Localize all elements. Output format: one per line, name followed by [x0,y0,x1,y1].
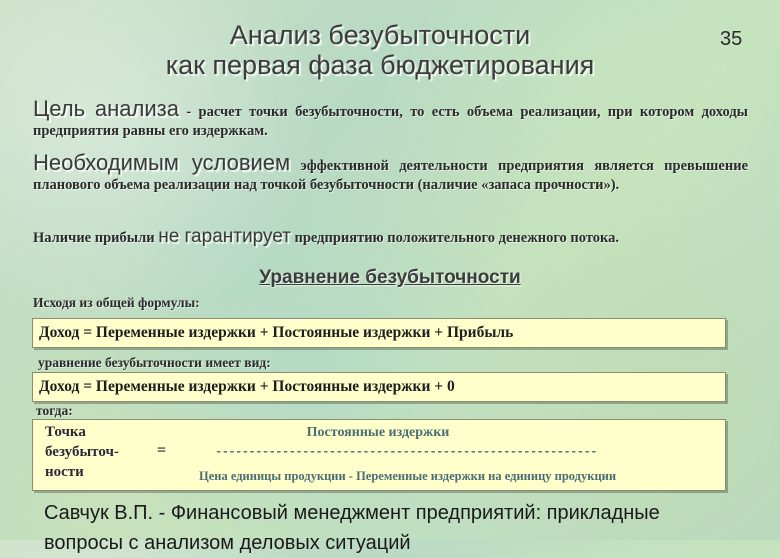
goal-emphasis: Цель анализа [33,96,179,121]
fraction-box [32,419,726,491]
break-even-point-label [45,422,119,482]
goal-text: - расчет точки безубыточности, то есть объема реализации, при котором доходы предприятия равны его издержкам. [33,104,748,139]
fraction-divider: --------------------------------------------------------- [215,445,597,459]
title-line-2: как первая фаза бюджетирования [165,50,595,80]
slide-number: 35 [720,28,743,50]
equals-sign: = [157,442,167,459]
lhs-line-3: ности [45,464,84,480]
equation-heading: Уравнение безубыточности [259,267,521,288]
lhs-line-1: Точка [45,424,86,440]
equation-then: тогда: [36,403,73,418]
formula-1: Доход = Переменные издержки + Постоянные издержки + Прибыль [39,324,514,341]
slide-title [60,20,700,80]
formula-2: Доход = Переменные издержки + Постоянные издержки + 0 [39,378,455,395]
fraction-denominator: Цена единицы продукции - Переменные издержки на единицу продукции [199,469,617,483]
profit-emphasis: не гарантирует [158,226,291,247]
equation-transition: уравнение безубыточности имеет вид: [38,355,271,370]
formula-box-2 [32,372,726,402]
profit-text-before: Наличие прибыли [33,230,159,246]
formula-box-1 [32,318,726,348]
profit-text-after: предприятию положительного денежного потока. [290,230,620,246]
lhs-line-2: безубыточ- [45,444,119,460]
condition-emphasis: Необходимым условием [33,150,291,175]
title-line-1: Анализ безубыточности [229,20,531,50]
equation-intro: Исходя из общей формулы: [33,295,200,310]
condition-text: эффективной деятельности предприятия является превышение планового объема реализации над точкой безубыточности (наличие «запаса прочности»). [33,158,749,193]
profit-paragraph [33,228,748,248]
condition-paragraph [33,150,749,194]
goal-paragraph [33,96,748,140]
fraction-numerator: Постоянные издержки [306,425,450,440]
footer-reference: Савчук В.П. - Финансовый менеджмент предприятий: прикладные вопросы с анализом деловых ситуаций [44,502,660,554]
